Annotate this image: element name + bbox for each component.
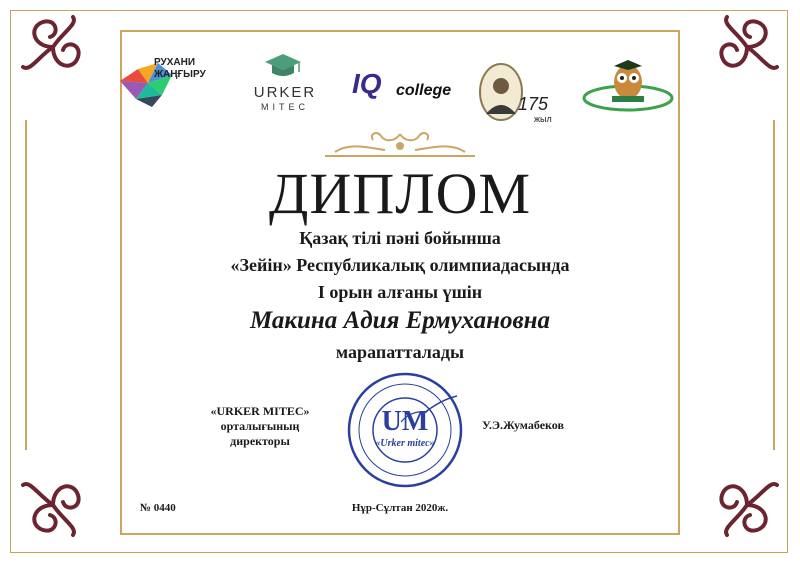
college-text: college: [396, 82, 452, 99]
org-line-1: «URKER MITEC»: [210, 404, 310, 418]
stamp-name: «Urker mitec»: [375, 438, 435, 449]
official-stamp: [345, 370, 465, 490]
decorative-divider-icon: [315, 128, 485, 162]
abai-suffix: жыл: [534, 114, 552, 124]
place-and-date: Нұр-Сұлтан 2020ж.: [351, 502, 449, 514]
org-line-2: орталығының: [220, 419, 300, 433]
graduation-cap-icon: [263, 52, 303, 80]
owl-olympiad-logo-icon: [578, 58, 678, 118]
iq-college-logo: [352, 70, 462, 110]
ornament-top-right-icon: [712, 12, 782, 82]
urker-mitec-logo: [245, 52, 325, 122]
iq-letters: IQ: [352, 68, 382, 99]
certificate-number: № 0440: [140, 502, 176, 514]
stamp-letters: UM: [381, 406, 429, 437]
rukhani-text-1: РУХАНИ: [154, 57, 196, 68]
place-line: І орын алғаны үшін: [317, 282, 483, 302]
urker-text: URKER: [253, 84, 317, 101]
olympiad-line: «Зейін» Республикалық олимпиадасында: [230, 255, 570, 275]
rukhani-text-2: ЖАҢҒЫРУ: [154, 69, 206, 80]
director-name: У.Э.Жумабеков: [482, 418, 564, 432]
ornament-top-left-icon: [18, 12, 88, 82]
rukhani-zhangyru-logo: [118, 55, 218, 115]
abai-years: 175: [518, 94, 549, 114]
subject-line: Қазақ тілі пәні бойынша: [299, 228, 501, 248]
org-line-3: директоры: [230, 434, 290, 448]
abai-175-logo: [470, 58, 560, 128]
diploma-title: ДИПЛОМ: [268, 161, 532, 226]
recipient-name: Макина Адия Ермухановна: [249, 307, 551, 334]
awarded-line: марапатталады: [335, 342, 465, 362]
mitec-text: MITEC: [261, 102, 309, 112]
